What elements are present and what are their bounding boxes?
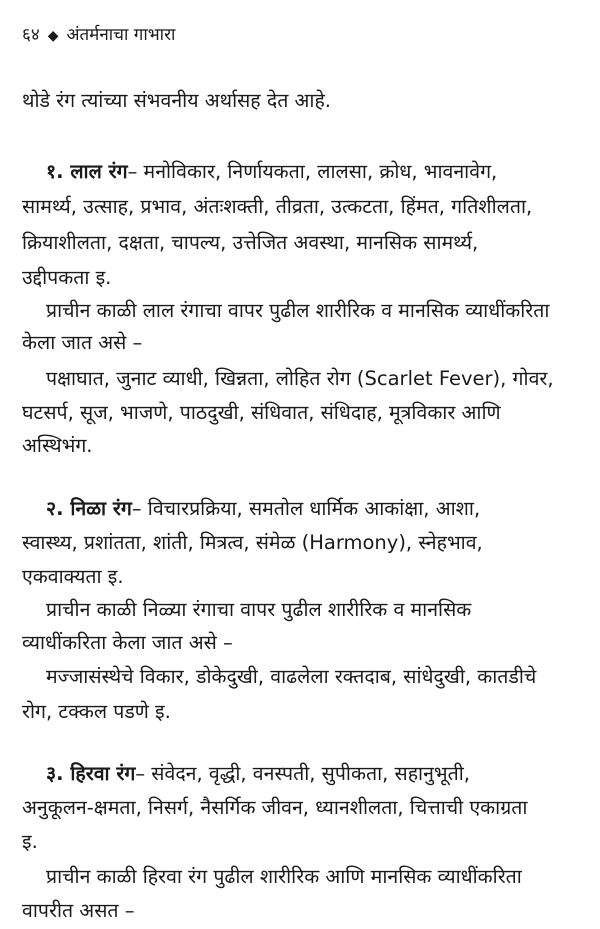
line-text: वापरीत असत –	[22, 899, 135, 922]
text-line	[22, 528, 483, 555]
text-line	[22, 562, 124, 589]
line-text: प्राचीन काळी हिरवा रंग पुढील शारीरिक आणि मानसिक व्याधींकरिता	[46, 865, 522, 888]
line-text: स्वास्थ्य, प्रशांतता, शांती, मित्रत्व, संमेळ (Harmony), स्नेहभाव,	[22, 531, 483, 554]
text-line	[22, 398, 501, 425]
line-text: प्राचीन काळी निळ्या रंगाचा वापर पुढील शारीरिक व मानसिक	[46, 598, 472, 621]
section-heading-line	[46, 759, 470, 786]
line-text: पक्षाघात, जुनाट व्याधी, खिन्नता, लोहित रोग (Scarlet Fever), गोवर,	[46, 367, 554, 390]
line-text: – संवेदन, वृद्धी, वनस्पती, सुपीकता, सहानुभूती,	[135, 762, 470, 785]
line-text: घटसर्प, सूज, भाजणे, पाठदुखी, संधिवात, संधिदाह, मूत्रविकार आणि	[22, 401, 501, 424]
line-text: एकवाक्यता इ.	[22, 565, 124, 588]
line-text: – मनोविकार, निर्णायकता, लालसा, क्रोध, भावनावेग,	[127, 160, 498, 183]
line-text: व्याधींकरिता केला जात असे –	[22, 631, 233, 654]
text-line	[22, 263, 111, 290]
line-text: थोडे रंग त्यांच्या संभवनीय अर्थासह देत आहे.	[22, 89, 331, 112]
line-text: प्राचीन काळी लाल रंगाचा वापर पुढील शारीरिक व मानसिक व्याधींकरिता	[46, 299, 550, 322]
color-term: ३. हिरवा रंग	[46, 762, 136, 785]
text-line	[46, 364, 554, 391]
line-text: उद्दीपकता इ.	[22, 266, 112, 289]
line-text: केला जात असे –	[22, 331, 143, 354]
line-text: अनुकूलन-क्षमता, निसर्ग, नैसर्गिक जीवन, ध्यानशीलता, चित्ताची एकाग्रता	[22, 796, 528, 819]
page-header	[22, 22, 175, 45]
text-line	[46, 296, 549, 323]
color-term: २. निळा रंग	[46, 497, 132, 520]
color-term: १. लाल रंग	[46, 160, 128, 183]
text-line	[22, 192, 532, 219]
text-line	[22, 431, 93, 458]
line-text: अस्थिभंग.	[22, 434, 93, 457]
book-title: अंतर्मनाचा गाभारा	[66, 25, 176, 45]
text-line	[22, 628, 233, 655]
text-line	[22, 328, 142, 355]
line-text: क्रियाशीलता, दक्षता, चापल्य, उत्तेजित अवस्था, मानसिक सामर्थ्य,	[22, 231, 479, 254]
text-line	[22, 793, 527, 820]
text-line	[46, 662, 536, 689]
text-line	[22, 228, 478, 255]
line-text: मज्जासंस्थेचे विकार, डोकेदुखी, वाढलेला रक्तदाब, सांधेदुखी, कातडीचे	[46, 665, 537, 688]
line-text: रोग, टक्कल पडणे इ.	[22, 700, 171, 723]
text-line	[22, 896, 134, 923]
line-text: – विचारप्रक्रिया, समतोल धार्मिक आकांक्षा, आशा,	[131, 497, 481, 520]
text-line	[46, 862, 522, 889]
page-number: ६४	[22, 25, 40, 45]
text-line	[46, 595, 471, 622]
section-heading-line	[46, 494, 480, 521]
text-line	[22, 86, 331, 113]
line-text: इ.	[22, 830, 38, 853]
text-line	[22, 697, 171, 724]
diamond-icon: ◆	[47, 28, 59, 44]
line-text: सामर्थ्य, उत्साह, प्रभाव, अंतःशक्ती, तीव्रता, उत्कटता, हिंमत, गतिशीलता,	[22, 195, 533, 218]
section-heading-line	[46, 157, 497, 184]
text-line	[22, 827, 38, 854]
